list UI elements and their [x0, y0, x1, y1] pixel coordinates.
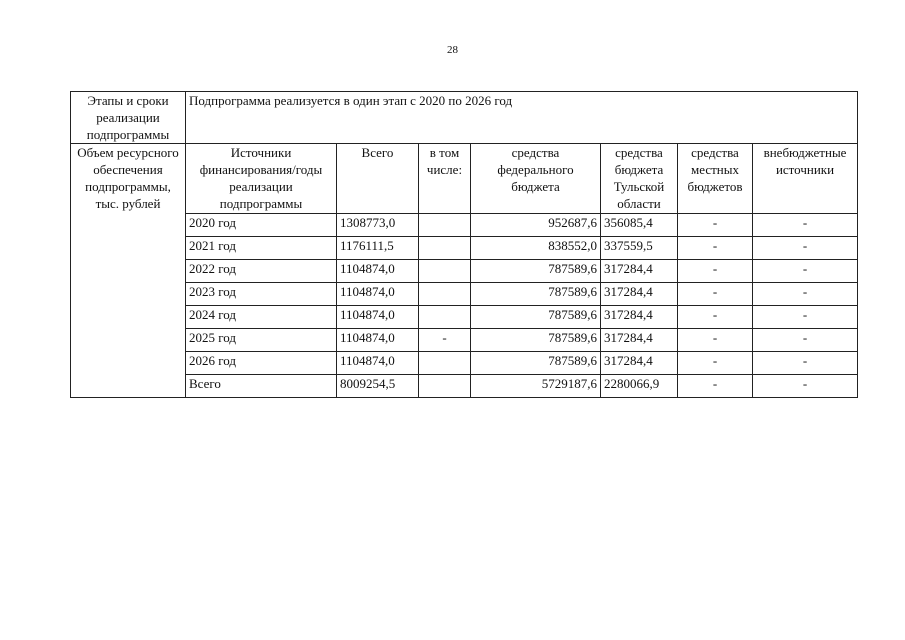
- total-cell: 1104874,0: [337, 352, 419, 375]
- regional-cell: 317284,4: [601, 329, 678, 352]
- table-row: [71, 306, 858, 329]
- total-cell: 1104874,0: [337, 306, 419, 329]
- local-cell: -: [678, 214, 753, 237]
- column-header-local: средства местных бюджетов: [678, 144, 753, 214]
- extrabudgetary-cell: -: [753, 283, 858, 306]
- local-cell: -: [678, 283, 753, 306]
- total-cell: 1104874,0: [337, 329, 419, 352]
- federal-cell: 838552,0: [471, 237, 601, 260]
- year-cell: 2024 год: [186, 306, 337, 329]
- year-cell: 2022 год: [186, 260, 337, 283]
- federal-cell: 787589,6: [471, 283, 601, 306]
- total-cell: 8009254,5: [337, 375, 419, 398]
- table-row: [71, 260, 858, 283]
- extrabudgetary-cell: -: [753, 306, 858, 329]
- column-header-including: в том числе:: [419, 144, 471, 214]
- table-row: [71, 329, 858, 352]
- regional-cell: 317284,4: [601, 306, 678, 329]
- regional-cell: 317284,4: [601, 352, 678, 375]
- extrabudgetary-cell: -: [753, 375, 858, 398]
- federal-cell: 952687,6: [471, 214, 601, 237]
- local-cell: -: [678, 260, 753, 283]
- stage-row: [71, 92, 858, 144]
- including-cell: [419, 283, 471, 306]
- including-cell: -: [419, 329, 471, 352]
- resources-header-row: [71, 144, 858, 214]
- column-header-total: Всего: [337, 144, 419, 214]
- including-cell: [419, 375, 471, 398]
- federal-cell: 5729187,6: [471, 375, 601, 398]
- total-cell: 1176111,5: [337, 237, 419, 260]
- table-row: [71, 352, 858, 375]
- total-cell: 1104874,0: [337, 260, 419, 283]
- year-cell: 2026 год: [186, 352, 337, 375]
- year-cell: 2023 год: [186, 283, 337, 306]
- regional-cell: 2280066,9: [601, 375, 678, 398]
- including-cell: [419, 214, 471, 237]
- stage-value: Подпрограмма реализуется в один этап с 2020 по 2026 год: [186, 92, 858, 144]
- local-cell: -: [678, 329, 753, 352]
- column-header-federal: средства федерального бюджета: [471, 144, 601, 214]
- subprogram-passport-table: [70, 91, 858, 398]
- page-number: 28: [447, 44, 458, 56]
- column-header-extrabudgetary: внебюджетные источники: [753, 144, 858, 214]
- including-cell: [419, 352, 471, 375]
- local-cell: -: [678, 352, 753, 375]
- including-cell: [419, 237, 471, 260]
- stage-label: Этапы и сроки реализации подпрограммы: [71, 92, 186, 144]
- federal-cell: 787589,6: [471, 260, 601, 283]
- resources-label: Объем ресурсного обеспечения подпрограммы, тыс. рублей: [71, 144, 186, 398]
- extrabudgetary-cell: -: [753, 237, 858, 260]
- table-row: [71, 214, 858, 237]
- column-header-regional: средства бюджета Тульской области: [601, 144, 678, 214]
- year-cell: Всего: [186, 375, 337, 398]
- extrabudgetary-cell: -: [753, 352, 858, 375]
- regional-cell: 356085,4: [601, 214, 678, 237]
- including-cell: [419, 260, 471, 283]
- year-cell: 2025 год: [186, 329, 337, 352]
- extrabudgetary-cell: -: [753, 329, 858, 352]
- regional-cell: 317284,4: [601, 283, 678, 306]
- extrabudgetary-cell: -: [753, 214, 858, 237]
- regional-cell: 337559,5: [601, 237, 678, 260]
- column-header-sources: Источники финансирования/годы реализации подпрограммы: [186, 144, 337, 214]
- year-cell: 2021 год: [186, 237, 337, 260]
- total-cell: 1104874,0: [337, 283, 419, 306]
- table-row: [71, 283, 858, 306]
- federal-cell: 787589,6: [471, 352, 601, 375]
- including-cell: [419, 306, 471, 329]
- regional-cell: 317284,4: [601, 260, 678, 283]
- local-cell: -: [678, 237, 753, 260]
- table-row: [71, 237, 858, 260]
- total-row: [71, 375, 858, 398]
- extrabudgetary-cell: -: [753, 260, 858, 283]
- local-cell: -: [678, 375, 753, 398]
- year-cell: 2020 год: [186, 214, 337, 237]
- federal-cell: 787589,6: [471, 306, 601, 329]
- federal-cell: 787589,6: [471, 329, 601, 352]
- local-cell: -: [678, 306, 753, 329]
- total-cell: 1308773,0: [337, 214, 419, 237]
